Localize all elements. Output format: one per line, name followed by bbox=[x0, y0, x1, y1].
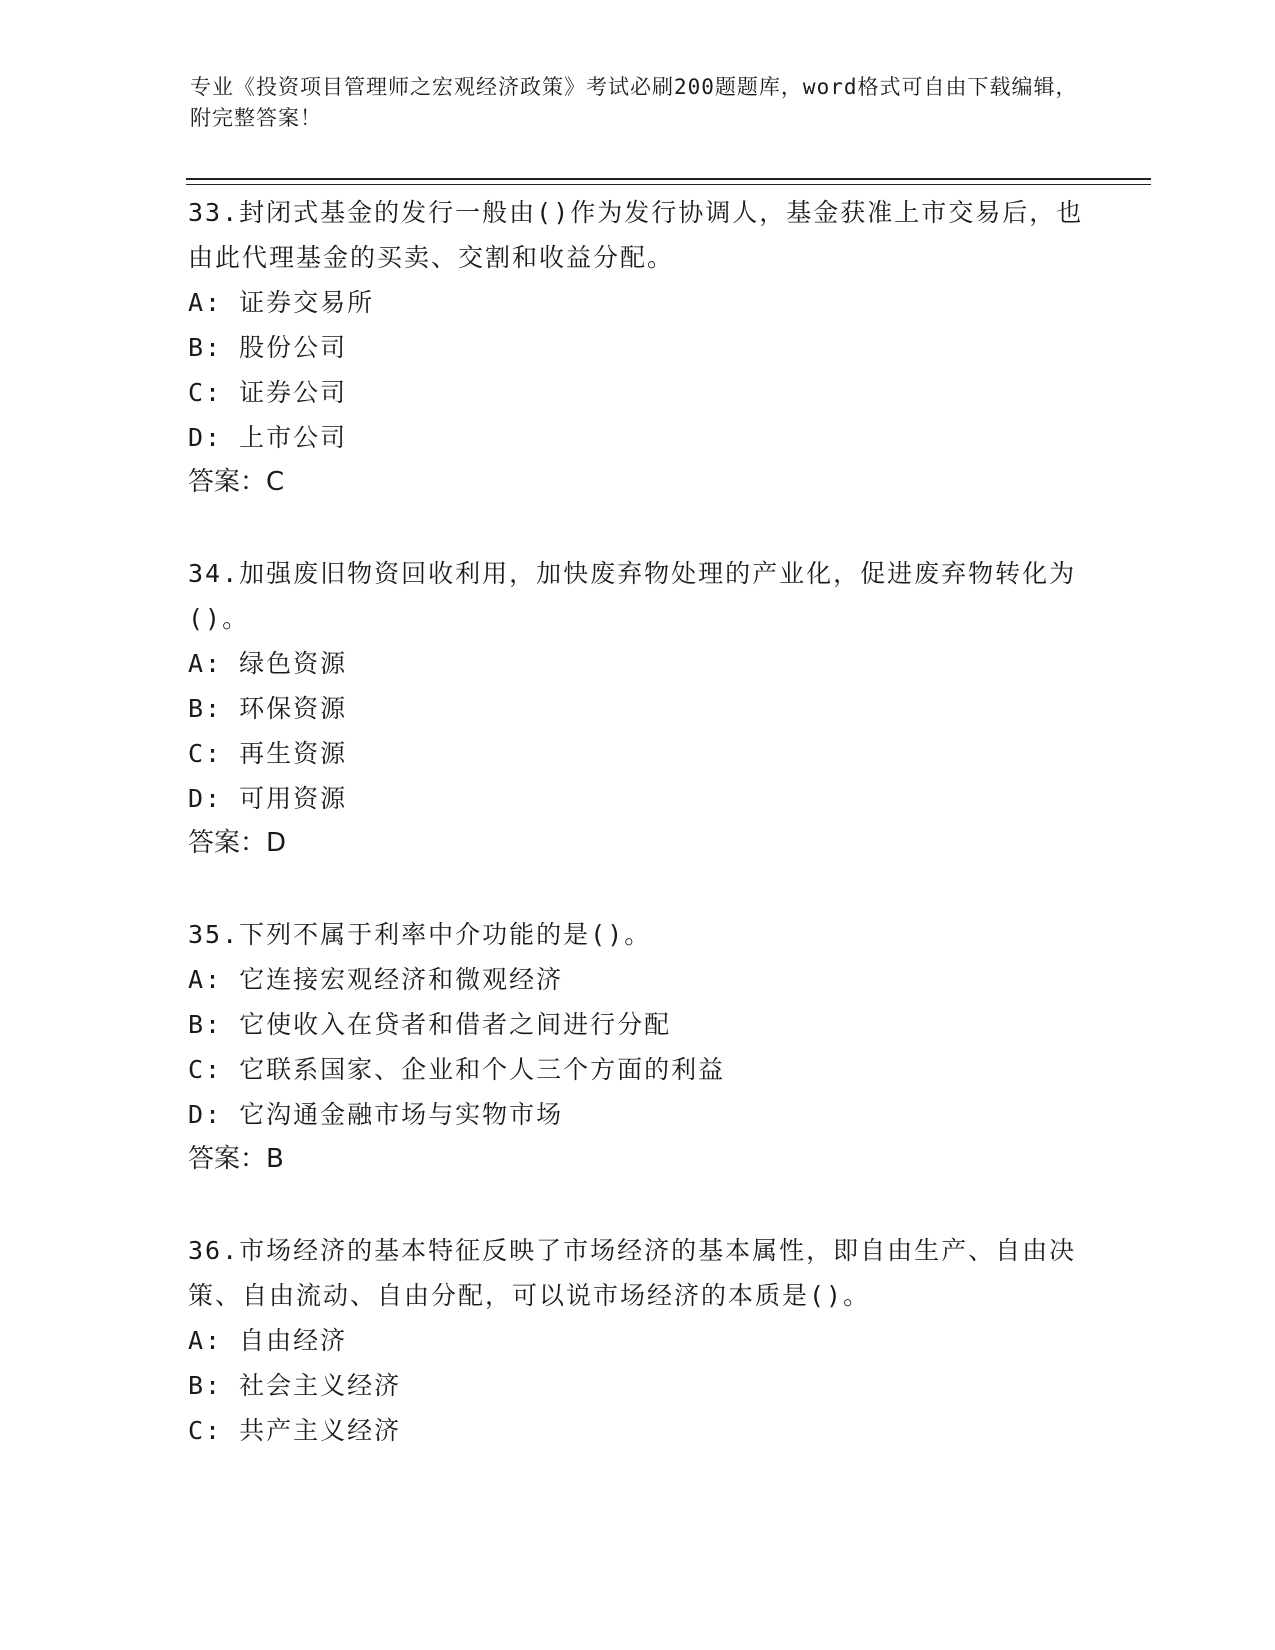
question-34 bbox=[188, 551, 1088, 866]
option-d: D: 它沟通金融市场与实物市场 bbox=[188, 1100, 564, 1129]
option-a: A: 绿色资源 bbox=[188, 649, 348, 678]
option-b: B: 环保资源 bbox=[188, 694, 348, 723]
answer-line: 答案：C bbox=[188, 467, 285, 497]
question-text: 33.封闭式基金的发行一般由()作为发行协调人，基金获准上市交易后，也由此代理基金的买卖、交割和收益分配。 bbox=[188, 198, 1084, 272]
option-d: D: 上市公司 bbox=[188, 423, 348, 452]
document-header bbox=[190, 72, 1090, 134]
header-divider-thick bbox=[186, 178, 1151, 180]
question-35 bbox=[188, 912, 1088, 1182]
question-text: 36.市场经济的基本特征反映了市场经济的基本属性，即自由生产、自由决策、自由流动、自由分配，可以说市场经济的本质是()。 bbox=[188, 1236, 1077, 1310]
option-a: A: 自由经济 bbox=[188, 1326, 348, 1355]
answer-line: 答案：B bbox=[188, 1144, 284, 1174]
answer-line: 答案：D bbox=[188, 828, 287, 858]
question-36 bbox=[188, 1228, 1088, 1453]
question-list bbox=[188, 190, 1088, 1499]
option-c: C: 它联系国家、企业和个人三个方面的利益 bbox=[188, 1055, 726, 1084]
option-b: B: 它使收入在贷者和借者之间进行分配 bbox=[188, 1010, 672, 1039]
header-title: 专业《投资项目管理师之宏观经济政策》考试必刷200题题库，word格式可自由下载编辑，附完整答案！ bbox=[190, 75, 1078, 130]
option-c: C: 再生资源 bbox=[188, 739, 348, 768]
question-33 bbox=[188, 190, 1088, 505]
option-c: C: 证券公司 bbox=[188, 378, 348, 407]
question-text: 35.下列不属于利率中介功能的是()。 bbox=[188, 920, 652, 949]
header-divider-thin bbox=[186, 184, 1151, 185]
question-text: 34.加强废旧物资回收利用，加快废弃物处理的产业化，促进废弃物转化为()。 bbox=[188, 559, 1077, 633]
option-b: B: 股份公司 bbox=[188, 333, 348, 362]
option-c: C: 共产主义经济 bbox=[188, 1416, 402, 1445]
option-d: D: 可用资源 bbox=[188, 784, 348, 813]
option-b: B: 社会主义经济 bbox=[188, 1371, 402, 1400]
option-a: A: 证券交易所 bbox=[188, 288, 375, 317]
option-a: A: 它连接宏观经济和微观经济 bbox=[188, 965, 564, 994]
